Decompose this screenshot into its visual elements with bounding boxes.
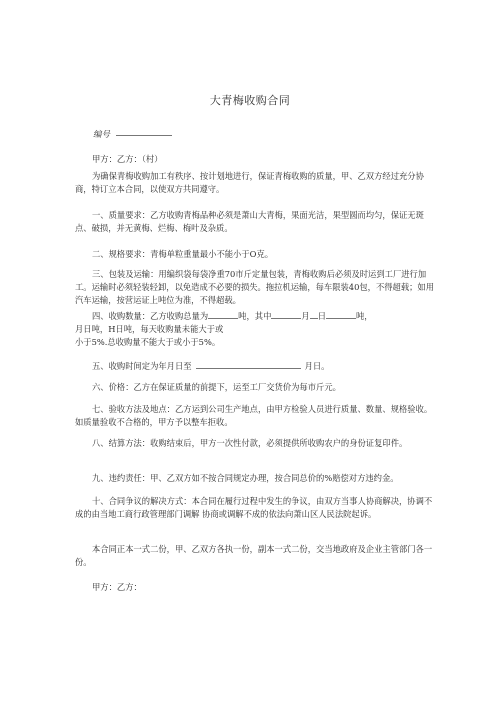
contract-number-blank — [116, 135, 172, 136]
end-date-blank — [196, 360, 301, 369]
clause-time-text-b: 月日。 — [304, 361, 330, 371]
day-quantity-blank — [326, 310, 356, 319]
contract-number-line — [93, 128, 172, 140]
clause-quality: 一、质量要求：乙方收购青梅品种必须是萧山大青梅，果面光洁，果型圆而均匀，保证无斑点、破损，并无黄梅、烂梅、梅叶及杂质。 — [75, 210, 424, 233]
clause-price: 六、价格：乙方在保证质量的前提下，运至工厂交货价为每市斤元。 — [92, 382, 341, 392]
clause-liability: 九、违约责任：甲、乙双方如不按合同规定办理，按合同总价的%赔偿对方违约金。 — [92, 473, 399, 483]
clause-quantity-text-d: 日 — [317, 311, 326, 321]
document-title: 大青梅收购合同 — [209, 94, 291, 107]
month-blank — [271, 310, 301, 319]
clause-quantity-text-a: 四、收购数量：乙方收购总量为 — [92, 311, 209, 321]
clause-quantity-line2: 月日吨，H日吨，每天收购量未能大于或 — [75, 324, 224, 334]
day-blank-a — [310, 310, 318, 319]
clause-inspection: 七、验收方法及地点：乙方运到公司生产地点，由甲方检验人员进行质量、数量、规格验收。如质量验收不合格的，甲方予以整车拒收。 — [75, 404, 433, 427]
clause-packaging-transport: 三、包装及运输：用编织袋每袋净重70市斤定量包装，青梅收购后必须及时运到工厂进行加工。运输时必须轻装轻卸，以免造成不必要的损失。拖拉机运输，每车限装40包，不得超载；如用汽车运输，按营运证上吨位为准，不得超载。 — [75, 269, 435, 305]
signature-line: 甲方：乙方： — [92, 582, 142, 592]
clause-quantity-text-c: 月 — [301, 311, 310, 321]
clause-quantity-text-b: 吨，其中 — [238, 311, 272, 321]
parties-line: 甲方：乙方：（村） — [92, 154, 163, 164]
clause-quantity-line3: 小于5%.总收购量不能大于或小于5%。 — [75, 337, 221, 347]
intro-paragraph: 为确保青梅收购加工有秩序、按计划地进行，保证青梅收购的质量，甲、乙双方经过充分协商，特订立本合同，以使双方共同遵守。 — [75, 171, 424, 194]
total-quantity-blank — [208, 310, 238, 319]
clause-settlement: 八、结算方法：收购结束后，甲方一次性付款，必须提供所收购农户的身份证复印件。 — [92, 438, 408, 448]
clause-time — [75, 360, 435, 373]
contract-number-label: 编号 — [93, 130, 111, 140]
closing-paragraph: 本合同正本一式二份，甲、乙双方各执一份，副本一式二份，交当地政府及企业主管部门各一份。 — [75, 544, 433, 567]
clause-time-text-a: 五、收购时间定为年月日至 — [92, 361, 192, 371]
clause-dispute: 十、合同争议的解决方式：本合同在履行过程中发生的争议，由双方当事人协商解决，协调不成的由当地工商行政管理部门调解 协商或调解不成的依法向萧山区人民法院起诉。 — [75, 496, 433, 519]
clause-quantity-text-e: 吨， — [356, 311, 373, 321]
clause-specification: 二、规格要求：青梅单粒重量最小不能小于O克。 — [92, 249, 274, 259]
clause-quantity — [75, 310, 435, 323]
